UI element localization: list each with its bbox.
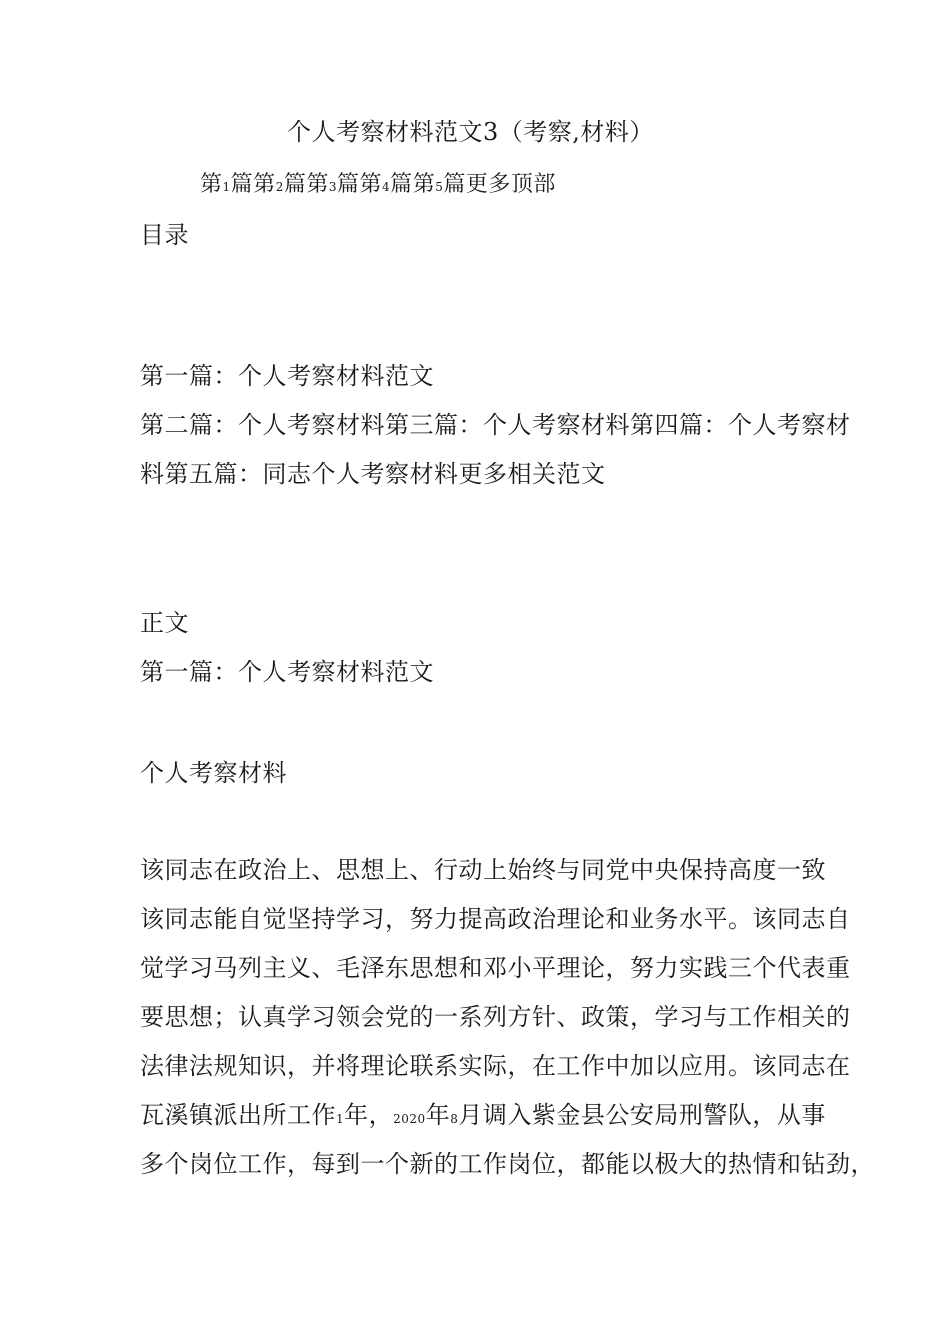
toc-heading: 目录	[140, 221, 189, 249]
paragraph-line-5: 法律法规知识，并将理论联系实际，在工作中加以应用。该同志在	[140, 1052, 851, 1080]
paragraph-line-2: 该同志能自觉坚持学习，努力提高政治理论和业务水平。该同志自	[140, 905, 851, 933]
chapter-heading: 第一篇：个人考察材料范文	[140, 658, 434, 686]
paragraph-line-3: 觉学习马列主义、毛泽东思想和邓小平理论，努力实践三个代表重	[140, 954, 851, 982]
paragraph-line-1: 该同志在政治上、思想上、行动上始终与同党中央保持高度一致	[140, 856, 826, 884]
body-heading: 正文	[140, 609, 189, 637]
nav-chapter-2-number: 2	[275, 180, 284, 194]
nav-chapter-5-number: 5	[435, 180, 444, 194]
nav-chapter-1-suffix: 篇	[230, 172, 254, 197]
line-6-number-1: 1	[336, 1112, 345, 1126]
nav-chapter-4[interactable]	[360, 172, 413, 197]
nav-top-link[interactable]: 顶部	[510, 172, 556, 197]
chapter-nav	[200, 170, 556, 202]
document-title: 个人考察材料范文3（考察,材料）	[287, 118, 654, 146]
nav-chapter-3-number: 3	[328, 180, 337, 194]
article-subtitle: 个人考察材料	[140, 759, 287, 787]
line-6-part-d: 月调入紫金县公安局刑警队，从事	[458, 1101, 826, 1129]
nav-chapter-2-prefix: 第	[253, 172, 276, 197]
nav-chapter-5-suffix: 篇	[443, 172, 466, 197]
nav-chapter-4-prefix: 第	[359, 172, 383, 197]
nav-chapter-2-suffix: 篇	[283, 172, 307, 197]
nav-more-link[interactable]: 更多	[465, 172, 511, 197]
nav-chapter-4-number: 4	[382, 180, 391, 194]
nav-chapter-1[interactable]	[200, 172, 253, 197]
line-6-part-a: 瓦溪镇派出所工作	[140, 1101, 336, 1129]
toc-line-3: 料第五篇：同志个人考察材料更多相关范文	[140, 460, 606, 488]
paragraph-line-6	[140, 1100, 826, 1134]
nav-chapter-1-number: 1	[222, 180, 231, 194]
line-6-part-b: 年，	[344, 1101, 394, 1129]
line-6-number-3: 8	[450, 1112, 459, 1126]
nav-chapter-3-suffix: 篇	[337, 172, 360, 197]
toc-line-1: 第一篇：个人考察材料范文	[140, 362, 434, 390]
nav-chapter-2[interactable]	[253, 172, 306, 197]
nav-chapter-5[interactable]	[413, 172, 466, 197]
toc-line-2: 第二篇：个人考察材料第三篇：个人考察材料第四篇：个人考察材	[140, 411, 851, 439]
nav-chapter-4-suffix: 篇	[390, 172, 413, 197]
paragraph-line-4: 要思想；认真学习领会党的一系列方针、政策，学习与工作相关的	[140, 1003, 851, 1031]
line-6-part-c: 年	[425, 1101, 451, 1129]
nav-chapter-5-prefix: 第	[412, 172, 436, 197]
nav-chapter-3-prefix: 第	[306, 172, 329, 197]
line-6-number-2: 2020	[393, 1112, 426, 1126]
paragraph-line-7: 多个岗位工作，每到一个新的工作岗位，都能以极大的热情和钻劲，	[140, 1150, 875, 1178]
nav-chapter-3[interactable]	[306, 172, 359, 197]
nav-chapter-1-prefix: 第	[200, 172, 223, 197]
